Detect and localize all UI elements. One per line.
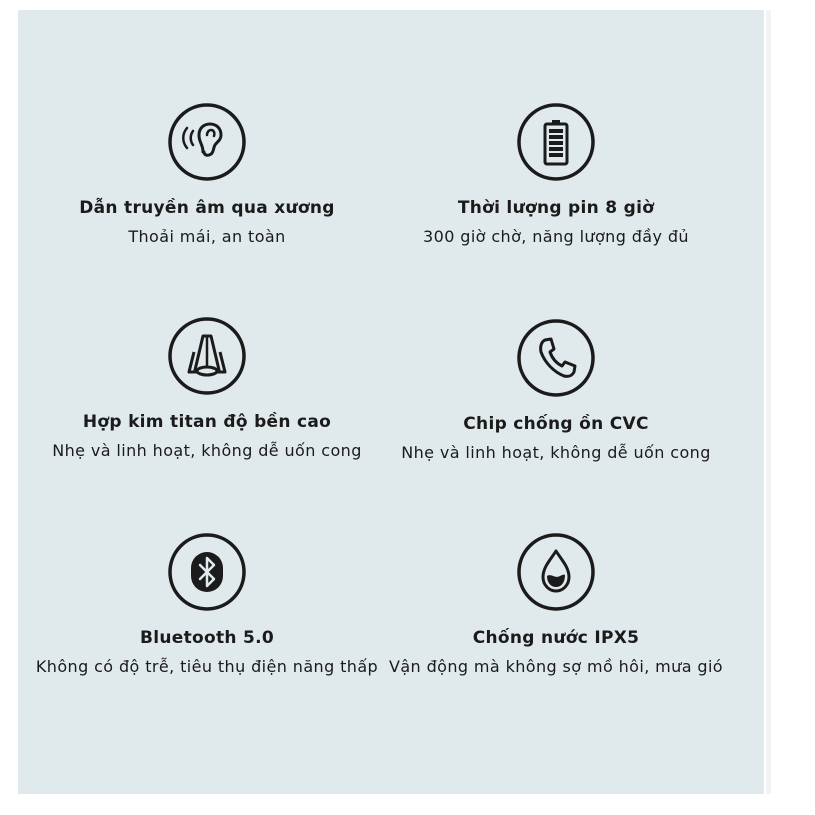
feature-bluetooth [17,532,397,676]
panel-edge [766,10,771,794]
feature-desc: 300 giờ chờ, năng lượng đầy đủ [423,227,689,246]
feature-desc: Vận động mà không sợ mồ hôi, mưa gió [389,657,723,676]
feature-desc: Không có độ trễ, tiêu thụ điện năng thấp [35,657,379,676]
feature-title: Chip chống ồn CVC [463,414,649,434]
feature-titanium-alloy [17,316,397,460]
ear-sound-icon [167,102,247,182]
feature-title: Hợp kim titan độ bền cao [82,412,332,432]
feature-title: Thời lượng pin 8 giờ [457,198,655,218]
feature-desc: Thoải mái, an toàn [128,227,286,246]
feature-title: Chống nước IPX5 [472,628,640,648]
bluetooth-icon [167,532,247,612]
water-drop-icon [516,532,596,612]
feature-water-resistance [366,532,746,676]
phone-icon [516,318,596,398]
feature-desc: Nhẹ và linh hoạt, không dễ uốn cong [401,443,711,462]
feature-title: Dẫn truyền âm qua xương [79,198,335,218]
feature-cvc-chip [366,318,746,462]
feature-title: Bluetooth 5.0 [139,628,275,648]
feature-bone-conduction [17,102,397,246]
titanium-alloy-icon [167,316,247,396]
battery-icon [516,102,596,182]
feature-desc: Nhẹ và linh hoạt, không dễ uốn cong [52,441,362,460]
feature-battery [366,102,746,246]
